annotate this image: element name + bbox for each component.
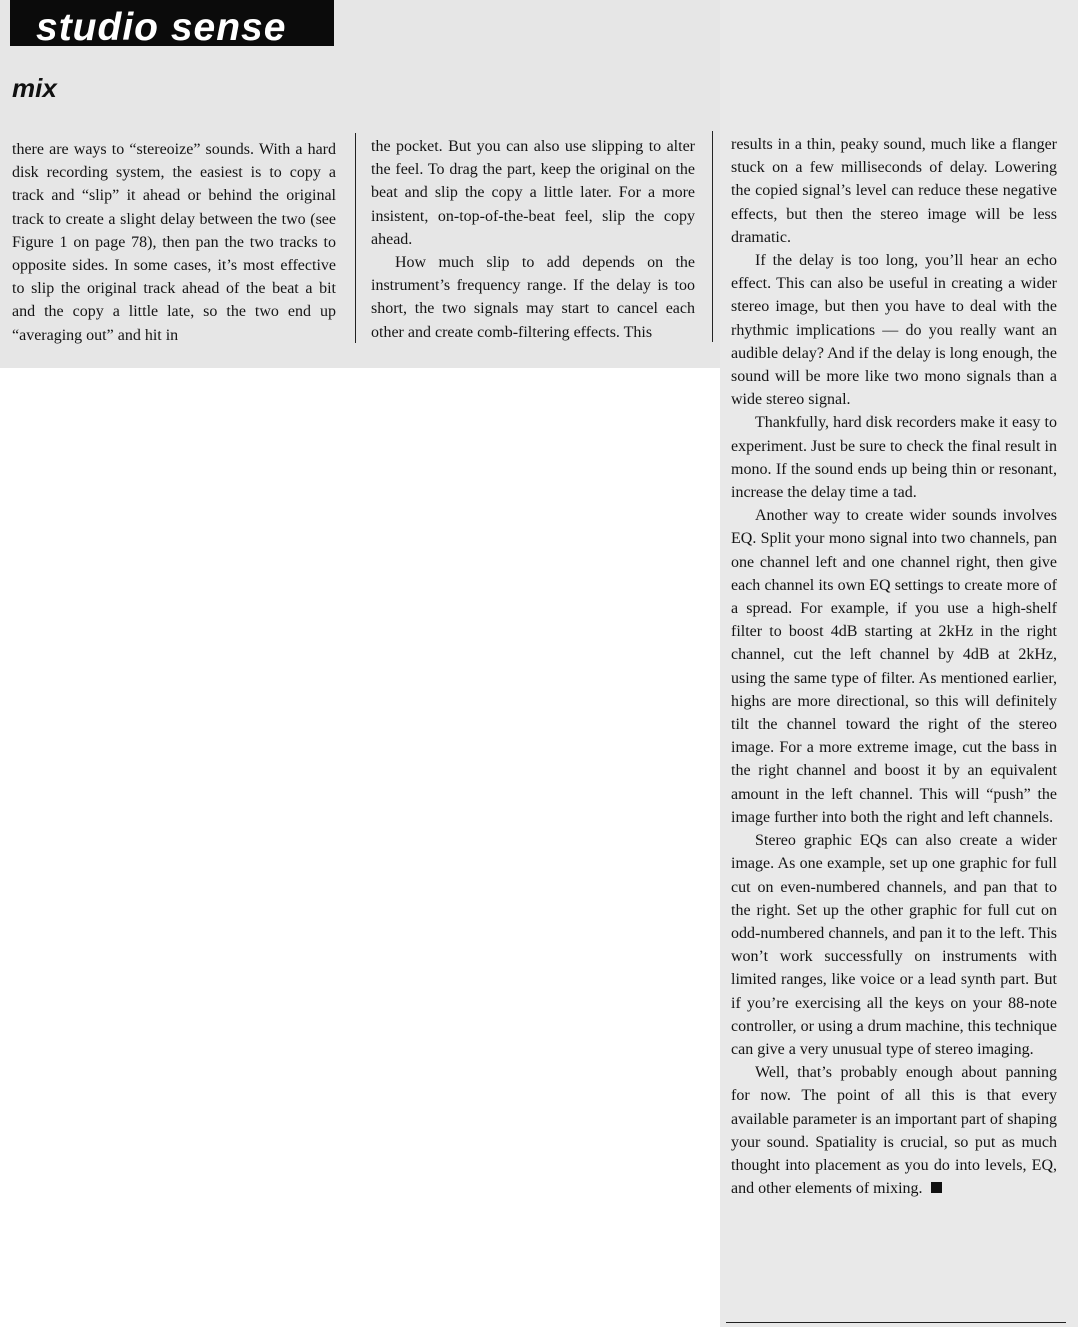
header-title: studio sense [36, 6, 287, 49]
end-of-article-icon [931, 1182, 942, 1193]
paragraph-final [731, 1061, 1057, 1200]
paragraph: Thankfully, hard disk recorders make it easy to experiment. Just be sure to check the final result in mono. If the sound ends up being thin or resonant, increase the delay time a tad. [731, 414, 1057, 502]
section-label: mix [12, 73, 57, 103]
column-divider [355, 133, 356, 343]
article-column-3 [731, 133, 1057, 1200]
paragraph: results in a thin, peaky sound, much like a flanger stuck on a few milliseconds of delay. Lowering the copied signal’s level can reduce these negative effects, but then the stereo image will be less dramatic. [731, 136, 1057, 246]
paragraph-final-text: Well, that’s probably enough about panning for now. The point of all this is that every available parameter is an important part of shaping your sound. Spatiality is crucial, so put as much thought into placement as you do into levels, EQ, and other elements of mixing. [731, 1064, 1057, 1198]
paragraph: Stereo graphic EQs can also create a wider image. As one example, set up one graphic for full cut on even-numbered channels, and pan that to the right. Set up the other graphic for full cut on odd-numbered channels, and pan it to the left. This won’t work successfully on instruments with limited ranges, like voice or a lead synth part. But if you’re exercising all the keys on your 88-note controller, or using a drum machine, this technique can give a very unusual type of stereo imaging. [731, 832, 1057, 1058]
paragraph: Another way to create wider sounds involves EQ. Split your mono signal into two channels, pan one channel left and one channel right, then give each channel its own EQ settings to create more of a spread. For example, if you use a high-shelf filter to boost 4dB starting at 2kHz in the right channel, cut the left channel by 4dB at 2kHz, using the same type of filter. As mentioned earlier, highs are more directional, so this will definitely tilt the channel toward the right of the stereo image. For a more extreme image, cut the bass in the right channel and boost it by an equivalent amount in the left channel. This will “push” the image further into both the right and left channels. [731, 507, 1057, 826]
article-column-1 [12, 138, 336, 347]
article-column-2 [371, 135, 695, 344]
paragraph: How much slip to add depends on the instrument’s frequency range. If the delay is too short, the two signals may start to cancel each other and create comb-filtering effects. This [371, 254, 695, 341]
paragraph: If the delay is too long, you’ll hear an echo effect. This can also be useful in creating a wider stereo image, but then you have to deal with the rhythmic implications — do you really want an audible delay? And if the delay is long enough, the sound will be more like two mono signals than a wide stereo signal. [731, 252, 1057, 409]
column-divider [712, 131, 713, 342]
bottom-rule [726, 1322, 1066, 1323]
paragraph: there are ways to “stereoize” sounds. With a hard disk recording system, the easiest is to copy a track and “slip” it ahead or behind the original track to create a slight delay between the two (see Figure 1 on page 78), then pan the two tracks to opposite sides. In some cases, it’s most effective to slip the original track ahead of the beat a bit and the copy a little late, so the two end up “averaging out” and hit in [12, 141, 336, 344]
paragraph: the pocket. But you can also use slipping to alter the feel. To drag the part, keep the original on the beat and slip the copy a little later. For a more insistent, on-top-of-the-beat feel, slip the copy ahead. [371, 138, 695, 248]
